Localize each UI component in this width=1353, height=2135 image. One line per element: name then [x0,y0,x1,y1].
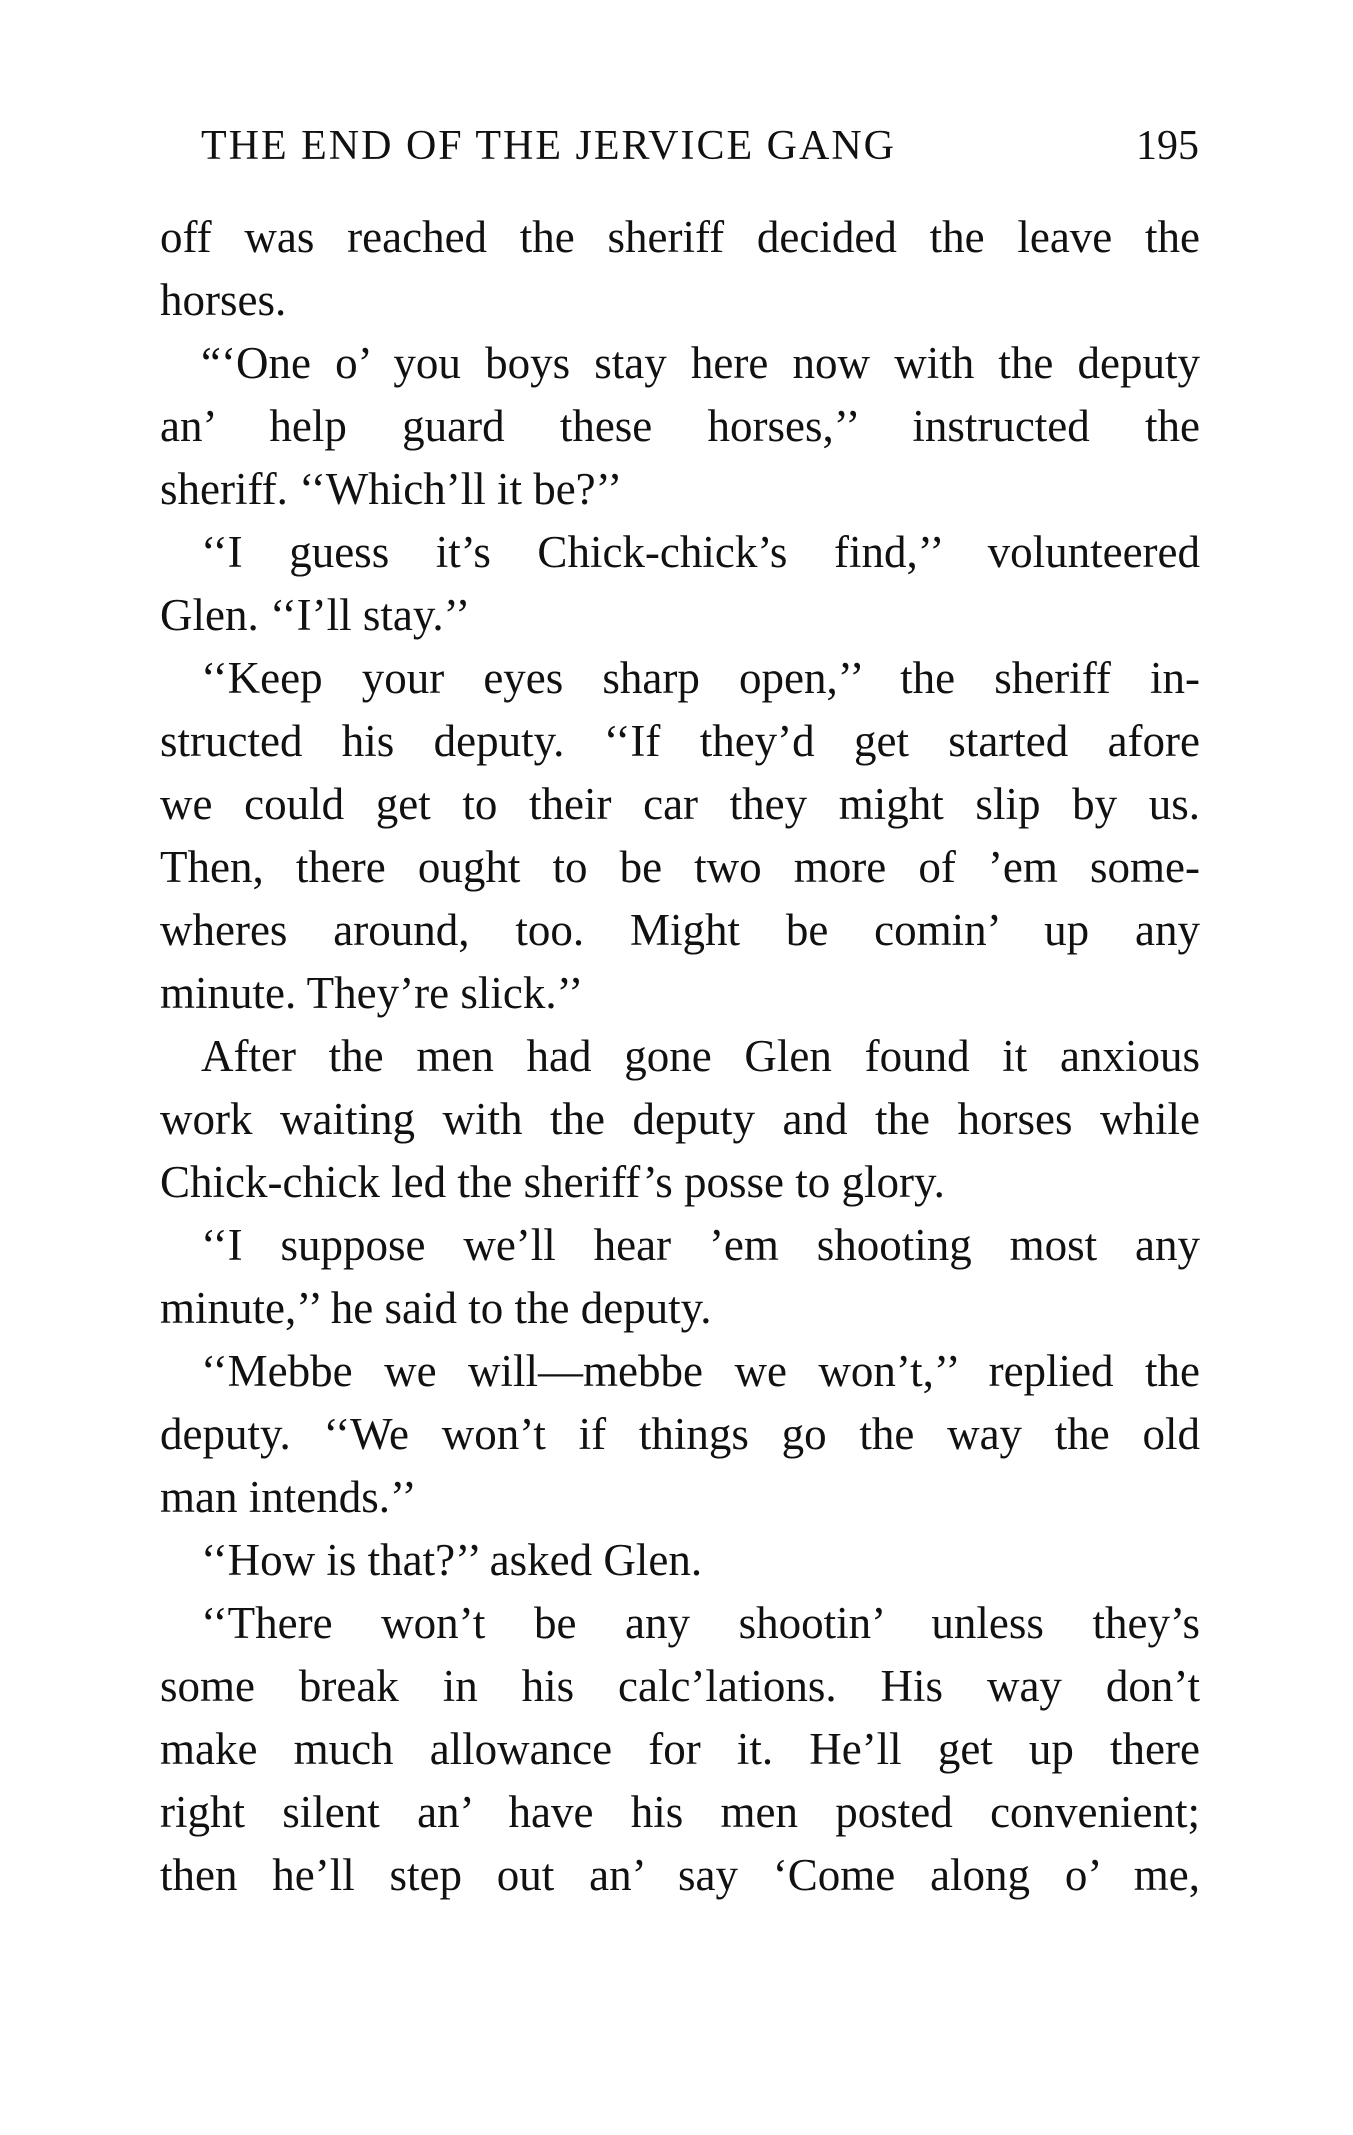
text-line: deputy. ‘‘We won’t if things go the way the old [160,1409,1200,1459]
text-line: right silent an’ have his men posted convenient; [160,1787,1200,1837]
text-line: ‘‘How is that?’’ asked Glen. [201,1535,703,1585]
text-line: minute. They’re slick.’’ [160,968,584,1018]
text-line: ‘‘Mebbe we will—mebbe we won’t,’’ replied the [201,1346,1200,1396]
text-line: ‘‘There won’t be any shootin’ unless they’s [201,1598,1200,1648]
running-head: THE END OF THE JERVICE GANG [201,123,896,169]
text-line: minute,’’ he said to the deputy. [160,1283,712,1333]
page-header [201,114,1199,178]
text-line: ‘‘I guess it’s Chick-chick’s find,’’ volunteered [201,527,1200,577]
text-line: sheriff. ‘‘Which’ll it be?’’ [160,464,623,514]
body-text [160,206,1200,1907]
text-line: we could get to their car they might slip by us. [160,779,1200,829]
text-line: ‘‘Keep your eyes sharp open,’’ the sheriff in- [201,653,1200,703]
text-line: After the men had gone Glen found it anxious [201,1031,1200,1081]
text-line: Glen. ‘‘I’ll stay.’’ [160,590,471,640]
text-line: some break in his calc’lations. His way don’t [160,1661,1200,1711]
text-line: “‘One o’ you boys stay here now with the deputy [201,338,1200,388]
text-line: make much allowance for it. He’ll get up there [160,1724,1200,1774]
text-line: an’ help guard these horses,’’ instructed the [160,401,1200,451]
page-number: 195 [1136,123,1199,169]
text-line: structed his deputy. ‘‘If they’d get started afore [160,716,1200,766]
text-line: work waiting with the deputy and the horses while [160,1094,1200,1144]
text-line: Chick-chick led the sheriff’s posse to glory. [160,1157,945,1207]
text-line: ‘‘I suppose we’ll hear ’em shooting most any [201,1220,1200,1270]
text-line: horses. [160,275,287,325]
text-line: man intends.’’ [160,1472,417,1522]
text-line: wheres around, too. Might be comin’ up any [160,905,1200,955]
text-line: Then, there ought to be two more of ’em some- [160,842,1200,892]
text-line: then he’ll step out an’ say ‘Come along o’ me, [160,1850,1200,1900]
text-line: off was reached the sheriff decided the leave the [160,212,1200,262]
